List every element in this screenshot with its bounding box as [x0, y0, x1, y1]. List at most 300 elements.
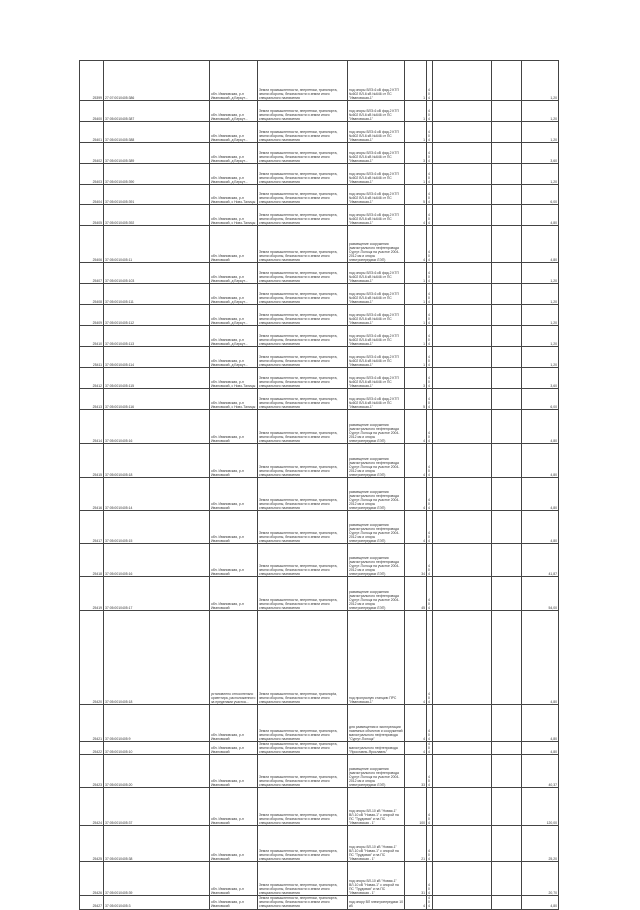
cadastral-number: 37:05:0010405:116 — [104, 389, 210, 410]
location: обл. Ивановская, р-н Ивановский — [210, 755, 258, 788]
empty-cell — [492, 511, 522, 544]
table-row — [80, 862, 559, 896]
empty-cell — [433, 788, 492, 826]
unit-code: 404 — [427, 263, 433, 284]
row-id: 25404 — [80, 185, 104, 205]
table-row — [80, 185, 559, 205]
area-value: 4 — [405, 611, 427, 705]
empty-cell — [492, 122, 522, 143]
empty-cell — [492, 61, 522, 101]
land-category: Земли промышленности, энергетики, транспорта, земли обороны, безопасности и земли иного специального назначения — [258, 61, 348, 101]
cadastral-number: 37:05:0010405:113 — [104, 326, 210, 347]
empty-cell — [433, 896, 492, 909]
unit-code: 404 — [427, 347, 433, 368]
value-amount: 6,00 — [522, 389, 559, 410]
table-row — [80, 226, 559, 263]
location: обл. Ивановская, р-н Ивановский, д Беркут... — [210, 101, 258, 122]
cadastral-number: 37:05:0010405:37 — [104, 788, 210, 826]
empty-cell — [433, 862, 492, 896]
table-row — [80, 347, 559, 368]
location: обл. Ивановская, р-н Ивановский, д Беркут... — [210, 284, 258, 305]
table-row — [80, 61, 559, 101]
location: обл. Ивановская, р-н Ивановский, д Беркут... — [210, 305, 258, 326]
empty-cell — [433, 544, 492, 577]
empty-cell — [492, 896, 522, 909]
row-id: 25414 — [80, 410, 104, 444]
area-value: 1 — [405, 326, 427, 347]
usage-description: под опоры ВЛ-10 кВ "Новая-1" ВЛ-10 кВ "Новая-1" с опорой на ПС "Трудовая" и на ПС "Ивановская - 1" — [348, 862, 405, 896]
location: обл. Ивановская, р-н Ивановский, д Беркут... — [210, 143, 258, 164]
usage-description: размещение сооружения (магистрального нефтепровода Сургут-Полоцк на участке 2004-2012 км и опоры электропередачи ЛЭП) — [348, 444, 405, 478]
location: обл. Ивановская, р-н Ивановский — [210, 705, 258, 742]
area-value: 3 — [405, 368, 427, 389]
land-category: Земли промышленности, энергетики, транспорта, земли обороны, безопасности и земли иного специального назначения — [258, 368, 348, 389]
cadastral-number: 37:05:0010405:111 — [104, 284, 210, 305]
cadastral-number: 37:05:0010405:112 — [104, 305, 210, 326]
usage-description: размещение сооружения (магистрального нефтепровода Сургут-Полоцк на участке 2004-2012 км и опоры электропередачи ЛЭП) — [348, 410, 405, 444]
value-amount: 20,70 — [522, 862, 559, 896]
usage-description: под опору ВЛ электропередачи 10 кВ — [348, 896, 405, 909]
cadastral-number: 37:05:0010405:14 — [104, 478, 210, 511]
value-amount: 1,20 — [522, 61, 559, 101]
land-category: Земли промышленности, энергетики, транспорта, земли обороны, безопасности и земли иного специального назначения — [258, 143, 348, 164]
cadastral-number: 37:05:0010405:18 — [104, 611, 210, 705]
empty-cell — [433, 444, 492, 478]
usage-description: размещение сооружения (магистрального нефтепровода Сургут-Полоцк на участке 2004-2012 км и опоры электропередачи ЛЭП) — [348, 544, 405, 577]
land-category: Земли промышленности, энергетики, транспорта, земли обороны, безопасности и земли иного специального назначения — [258, 410, 348, 444]
row-id: 25426 — [80, 862, 104, 896]
cadastral-number: 37:05:0010405:388 — [104, 122, 210, 143]
table-row — [80, 122, 559, 143]
row-id: 25406 — [80, 226, 104, 263]
value-amount: 1,20 — [522, 284, 559, 305]
unit-code: 404 — [427, 742, 433, 755]
empty-cell — [492, 755, 522, 788]
usage-description: под опоры ВЛЭ-6 кВ фид.2 КТП №602 ВЛ-6 кВ №646 от ПС "Ивановская-1" — [348, 143, 405, 164]
area-value: 1 — [405, 347, 427, 368]
row-id: 25416 — [80, 478, 104, 511]
land-category: Земли промышленности, энергетики, транспорта, земли обороны, безопасности и земли иного специального назначения — [258, 185, 348, 205]
unit-code: 404 — [427, 226, 433, 263]
usage-description: под опоры ВЛЭ-6 кВ фид.2 КТП №602 ВЛ-6 кВ №646 от ПС "Ивановская-1" — [348, 368, 405, 389]
table-row — [80, 705, 559, 742]
row-id: 25410 — [80, 326, 104, 347]
cadastral-number: 37:05:0010405:18 — [104, 444, 210, 478]
empty-cell — [492, 862, 522, 896]
location: обл. Ивановская, р-н Ивановский — [210, 788, 258, 826]
empty-cell — [492, 368, 522, 389]
location: обл. Ивановская, р-н Ивановский — [210, 862, 258, 896]
usage-description: размещение сооружения (магистрального нефтепровода Сургут-Полоцк на участке 2004-2012 км и опоры электропередачи ЛЭП) — [348, 226, 405, 263]
area-value: 4 — [405, 896, 427, 909]
location: обл. Ивановская, р-н Ивановский — [210, 544, 258, 577]
usage-description: под опоры ВЛЭ-6 кВ фид.2 КТП №602 ВЛ-6 кВ №646 от ПС "Ивановская-1" — [348, 101, 405, 122]
empty-cell — [492, 788, 522, 826]
area-value: 4 — [405, 478, 427, 511]
area-value: 4 — [405, 705, 427, 742]
table-row — [80, 511, 559, 544]
row-id: 25424 — [80, 788, 104, 826]
land-category: Земли промышленности, энергетики, транспорта, земли обороны, безопасности и земли иного специального назначения — [258, 755, 348, 788]
value-amount: 25,20 — [522, 826, 559, 862]
cadastral-number: 27:07:0010405:386 — [104, 61, 210, 101]
usage-description: размещение сооружения (магистрального нефтепровода Сургут-Полоцк на участке 2004-2012 км и опоры электропередачи ЛЭП) — [348, 577, 405, 611]
empty-cell — [433, 347, 492, 368]
cadastral-number: 37:05:0010405:114 — [104, 347, 210, 368]
empty-cell — [492, 284, 522, 305]
unit-code: 404 — [427, 826, 433, 862]
unit-code: 404 — [427, 410, 433, 444]
row-id: 25403 — [80, 164, 104, 185]
table-row — [80, 896, 559, 909]
unit-code: 404 — [427, 544, 433, 577]
empty-cell — [433, 284, 492, 305]
land-category: Земли промышленности, энергетики, транспорта, земли обороны, безопасности и земли иного специального назначения — [258, 788, 348, 826]
empty-cell — [433, 326, 492, 347]
row-id: 25412 — [80, 368, 104, 389]
table-row — [80, 389, 559, 410]
empty-cell — [433, 305, 492, 326]
value-amount: 1,20 — [522, 263, 559, 284]
location: обл. Ивановская, р-н Ивановский — [210, 511, 258, 544]
table-row — [80, 826, 559, 862]
unit-code: 404 — [427, 368, 433, 389]
empty-cell — [433, 164, 492, 185]
empty-cell — [433, 61, 492, 101]
cadastral-number: 37:05:0010405:103 — [104, 263, 210, 284]
cadastral-number: 37:05:0010405:3 — [104, 896, 210, 909]
unit-code: 404 — [427, 389, 433, 410]
usage-description: под опоры ВЛЭ-6 кВ фид.2 КТП №602 ВЛ-6 кВ №646 от ПС "Ивановская-1" — [348, 389, 405, 410]
cadastral-number: 37:05:0010405:9 — [104, 705, 210, 742]
empty-cell — [492, 478, 522, 511]
usage-description: размещение сооружения (магистрального нефтепровода Сургут-Полоцк на участке 2004-2012 км и опоры электропередачи ЛЭП) — [348, 511, 405, 544]
empty-cell — [492, 544, 522, 577]
empty-cell — [492, 143, 522, 164]
value-amount: 4,80 — [522, 742, 559, 755]
cadastral-number: 37:05:0010405:11 — [104, 226, 210, 263]
unit-code: 404 — [427, 705, 433, 742]
value-amount: 40,37 — [522, 755, 559, 788]
empty-cell — [433, 511, 492, 544]
usage-description: для размещения и эксплуатации наземных объектов и сооружений магистрального нефтепровода "Сургут-Полоцк" — [348, 705, 405, 742]
row-id: 25419 — [80, 577, 104, 611]
cadastral-number: 37:05:0010405:389 — [104, 143, 210, 164]
unit-code: 404 — [427, 284, 433, 305]
land-category: Земли промышленности, энергетики, транспорта, земли обороны, безопасности и земли иного специального назначения — [258, 444, 348, 478]
empty-cell — [492, 205, 522, 226]
row-id: 25415 — [80, 444, 104, 478]
empty-cell — [492, 611, 522, 705]
location: обл. Ивановская, р-н Ивановский — [210, 826, 258, 862]
usage-description: под опоры ВЛЭ-6 кВ фид.2 КТП №602 ВЛ-6 кВ №646 от ПС "Ивановская-1" — [348, 263, 405, 284]
land-category: Земли промышленности, энергетики, транспорта, земли обороны, безопасности и земли иного специального назначения — [258, 577, 348, 611]
table-row — [80, 205, 559, 226]
empty-cell — [492, 742, 522, 755]
land-category: Земли промышленности, энергетики, транспорта, земли обороны, безопасности и земли иного специального назначения — [258, 205, 348, 226]
unit-code: 404 — [427, 305, 433, 326]
row-id: 25411 — [80, 347, 104, 368]
location: обл. Ивановская, р-н Ивановский, с Ново-Талицы — [210, 368, 258, 389]
row-id: 25425 — [80, 826, 104, 862]
empty-cell — [492, 410, 522, 444]
value-amount: 4,80 — [522, 444, 559, 478]
area-value: 5 — [405, 389, 427, 410]
usage-description: под пропускную станцию ПРС "Ивановская-1" — [348, 611, 405, 705]
row-id: 25427 — [80, 896, 104, 909]
row-id: 25408 — [80, 284, 104, 305]
land-category: Земли промышленности, энергетики, транспорта, земли обороны, безопасности и земли иного специального назначения — [258, 263, 348, 284]
empty-cell — [492, 305, 522, 326]
unit-code: 404 — [427, 611, 433, 705]
location: обл. Ивановская, р-н Ивановский, д Беркут... — [210, 122, 258, 143]
empty-cell — [492, 826, 522, 862]
document-page — [79, 60, 558, 910]
value-amount: 120,00 — [522, 788, 559, 826]
empty-cell — [492, 226, 522, 263]
unit-code: 404 — [427, 326, 433, 347]
table-row — [80, 305, 559, 326]
row-id: 25417 — [80, 511, 104, 544]
value-amount: 1,20 — [522, 326, 559, 347]
unit-code: 404 — [427, 577, 433, 611]
value-amount: 4,80 — [522, 511, 559, 544]
land-category: Земли промышленности, энергетики, транспорта, земли обороны, безопасности и земли иного специального назначения — [258, 705, 348, 742]
location: обл. Ивановская, р-н Ивановский, д Беркут... — [210, 263, 258, 284]
location: обл. Ивановская, р-н Ивановский, д Беркут... — [210, 326, 258, 347]
value-amount: 1,20 — [522, 164, 559, 185]
area-value: 3 — [405, 143, 427, 164]
empty-cell — [492, 389, 522, 410]
land-category: Земли промышленности, энергетики, транспорта, земли обороны, безопасности и земли иного специального назначения — [258, 389, 348, 410]
area-value: 1 — [405, 284, 427, 305]
land-category: Земли промышленности, энергетики, транспорта, земли обороны, безопасности и земли иного специального назначения — [258, 544, 348, 577]
cadastral-number: 37:05:0010405:115 — [104, 368, 210, 389]
usage-description: размещение сооружения (магистрального нефтепровода Сургут-Полоцк на участке 2004-2012 км и опоры электропередачи ЛЭП) — [348, 755, 405, 788]
table-row — [80, 755, 559, 788]
cadastral-number: 37:05:0010405:10 — [104, 742, 210, 755]
unit-code: 404 — [427, 896, 433, 909]
value-amount: 3,60 — [522, 143, 559, 164]
area-value: 21 — [405, 826, 427, 862]
table-row — [80, 577, 559, 611]
table-row — [80, 444, 559, 478]
area-value: 31 — [405, 862, 427, 896]
empty-cell — [433, 263, 492, 284]
area-value: 1 — [405, 101, 427, 122]
row-id: 25405 — [80, 205, 104, 226]
empty-cell — [433, 742, 492, 755]
table-row — [80, 326, 559, 347]
value-amount: 4,80 — [522, 896, 559, 909]
location: обл. Ивановская, р-н Ивановский — [210, 577, 258, 611]
value-amount: 6,00 — [522, 185, 559, 205]
unit-code: 404 — [427, 205, 433, 226]
unit-code: 404 — [427, 444, 433, 478]
empty-cell — [433, 389, 492, 410]
area-value: 1 — [405, 164, 427, 185]
usage-description: под опоры ВЛ-10 кВ "Новая-1" ВЛ-10 кВ "Новая-1" с опорой на ПС "Трудовая" и на ПС "Ивановская - 1" — [348, 788, 405, 826]
row-id: 25400 — [80, 101, 104, 122]
usage-description: размещение сооружения (магистрального нефтепровода Сургут-Полоцк на участке 2004-2012 км и опоры электропередачи ЛЭП) — [348, 478, 405, 511]
unit-code: 404 — [427, 511, 433, 544]
cadastral-number: 37:05:0010405:15 — [104, 511, 210, 544]
unit-code: 404 — [427, 143, 433, 164]
empty-cell — [433, 478, 492, 511]
empty-cell — [492, 326, 522, 347]
row-id: 25409 — [80, 305, 104, 326]
row-id: 25418 — [80, 544, 104, 577]
area-value: 4 — [405, 444, 427, 478]
usage-description: под опоры ВЛЭ-6 кВ фид.2 КТП №602 ВЛ-6 кВ №646 от ПС "Ивановская-1" — [348, 305, 405, 326]
land-category: Земли промышленности, энергетики, транспорта, земли обороны, безопасности и земли иного специального назначения — [258, 896, 348, 909]
value-amount: 41,87 — [522, 544, 559, 577]
row-id: 25401 — [80, 122, 104, 143]
land-category: Земли промышленности, энергетики, транспорта, земли обороны, безопасности и земли иного специального назначения — [258, 226, 348, 263]
empty-cell — [433, 755, 492, 788]
row-id: 25402 — [80, 143, 104, 164]
location: установлено относительно ориентира, расположенного за пределами участка... — [210, 611, 258, 705]
area-value: 33 — [405, 755, 427, 788]
location: обл. Ивановская, р-н Ивановский — [210, 896, 258, 909]
empty-cell — [433, 410, 492, 444]
empty-cell — [433, 101, 492, 122]
location: обл. Ивановская, р-н Ивановский, с Ново-Талицы — [210, 389, 258, 410]
table-row — [80, 284, 559, 305]
empty-cell — [433, 611, 492, 705]
value-amount: 1,20 — [522, 305, 559, 326]
location: обл. Ивановская, р-н Ивановский — [210, 742, 258, 755]
value-amount: 1,20 — [522, 347, 559, 368]
land-category: Земли промышленности, энергетики, транспорта, земли обороны, безопасности и земли иного специального назначения — [258, 862, 348, 896]
usage-description: под опоры ВЛЭ-6 кВ фид.2 КТП №602 ВЛ-6 кВ №646 от ПС "Ивановская-1" — [348, 61, 405, 101]
area-value: 4 — [405, 205, 427, 226]
land-plots-table — [79, 60, 559, 910]
land-category: Земли промышленности, энергетики, транспорта, земли обороны, безопасности и земли иного специального назначения — [258, 305, 348, 326]
unit-code: 404 — [427, 185, 433, 205]
usage-description: под опоры ВЛЭ-6 кВ фид.2 КТП №602 ВЛ-6 кВ №646 от ПС "Ивановская-1" — [348, 122, 405, 143]
value-amount: 4,80 — [522, 410, 559, 444]
cadastral-number: 37:05:0010405:390 — [104, 164, 210, 185]
usage-description: под опоры ВЛЭ-6 кВ фид.2 КТП №602 ВЛ-6 кВ №646 от ПС "Ивановская-1" — [348, 347, 405, 368]
area-value: 4 — [405, 410, 427, 444]
table-row — [80, 101, 559, 122]
area-value: 1 — [405, 61, 427, 101]
land-category: Земли промышленности, энергетики, транспорта, земли обороны, безопасности и земли иного специального назначения — [258, 326, 348, 347]
area-value: 4 — [405, 511, 427, 544]
cadastral-number: 37:05:0010405:392 — [104, 205, 210, 226]
table-row — [80, 788, 559, 826]
location: обл. Ивановская, р-н Ивановский, с Ново-Талицы — [210, 185, 258, 205]
usage-description: под опоры ВЛЭ-6 кВ фид.2 КТП №602 ВЛ-6 кВ №646 от ПС "Ивановская-1" — [348, 205, 405, 226]
value-amount: 54,00 — [522, 577, 559, 611]
empty-cell — [492, 577, 522, 611]
land-category: Земли промышленности, энергетики, транспорта, земли обороны, безопасности и земли иного специального назначения — [258, 742, 348, 755]
empty-cell — [492, 185, 522, 205]
area-value: 5 — [405, 185, 427, 205]
location: обл. Ивановская, р-н Ивановский, д Беркут... — [210, 61, 258, 101]
cadastral-number: 37:05:0010405:16 — [104, 544, 210, 577]
area-value: 1 — [405, 305, 427, 326]
land-category: Земли промышленности, энергетики, транспорта, земли обороны, безопасности и земли иного специального назначения — [258, 101, 348, 122]
row-id: 25422 — [80, 742, 104, 755]
location: обл. Ивановская, р-н Ивановский — [210, 478, 258, 511]
unit-code: 404 — [427, 61, 433, 101]
usage-description: под опоры ВЛЭ-6 кВ фид.2 КТП №602 ВЛ-6 кВ №646 от ПС "Ивановская-1" — [348, 185, 405, 205]
empty-cell — [492, 347, 522, 368]
table-row — [80, 368, 559, 389]
land-category: Земли промышленности, энергетики, транспорта, земли обороны, безопасности и земли иного специального назначения — [258, 122, 348, 143]
land-category: Земли промышленности, энергетики, транспорta, земли обороны, безопасности и земли иного специального назначения — [258, 611, 348, 705]
row-id: 25421 — [80, 705, 104, 742]
land-category: Земли промышленности, энергетики, транспорта, земли обороны, безопасности и земли иного специального назначения — [258, 826, 348, 862]
area-value: 34 — [405, 544, 427, 577]
area-value: 100 — [405, 788, 427, 826]
value-amount: 3,60 — [522, 368, 559, 389]
unit-code: 404 — [427, 122, 433, 143]
value-amount: 4,80 — [522, 611, 559, 705]
empty-cell — [492, 444, 522, 478]
land-category: Земли промышленности, энергетики, транспорта, земли обороны, безопасности и земли иного специального назначения — [258, 164, 348, 185]
empty-cell — [492, 164, 522, 185]
table-row — [80, 164, 559, 185]
empty-cell — [433, 705, 492, 742]
land-category: Земли промышленности, энергетики, транспорта, земли обороны, безопасности и земли иного специального назначения — [258, 511, 348, 544]
table-row — [80, 611, 559, 705]
location: обл. Ивановская, р-н Ивановский — [210, 410, 258, 444]
cadastral-number: 37:05:0010405:38 — [104, 826, 210, 862]
land-category: Земли промышленности, энергетики, транспорта, земли обороны, безопасности и земли иного специального назначения — [258, 478, 348, 511]
unit-code: 404 — [427, 755, 433, 788]
empty-cell — [433, 577, 492, 611]
location: обл. Ивановская, р-н Ивановский, с Ново-Талицы — [210, 205, 258, 226]
usage-description: под опоры ВЛ-10 кВ "Новая-1" ВЛ-10 кВ "Новая-1" с опорой на ПС "Трудовая" и на ПС "Ивановская - 1" — [348, 826, 405, 862]
location: обл. Ивановская, р-н Ивановский, д Беркут... — [210, 164, 258, 185]
unit-code: 404 — [427, 862, 433, 896]
empty-cell — [433, 826, 492, 862]
row-id: 25420 — [80, 611, 104, 705]
empty-cell — [492, 705, 522, 742]
empty-cell — [492, 101, 522, 122]
empty-cell — [433, 226, 492, 263]
empty-cell — [433, 205, 492, 226]
table-row — [80, 478, 559, 511]
area-value: 4 — [405, 742, 427, 755]
row-id: 25423 — [80, 755, 104, 788]
area-value: 4 — [405, 226, 427, 263]
unit-code: 404 — [427, 164, 433, 185]
table-row — [80, 263, 559, 284]
cadastral-number: 37:05:0010405:39 — [104, 862, 210, 896]
table-row — [80, 742, 559, 755]
table-row — [80, 410, 559, 444]
usage-description: под опоры ВЛЭ-6 кВ фид.2 КТП №602 ВЛ-6 кВ №646 от ПС "Ивановская-1" — [348, 284, 405, 305]
cadastral-number: 37:05:0010405:20 — [104, 755, 210, 788]
value-amount: 4,80 — [522, 205, 559, 226]
location: обл. Ивановская, р-н Ивановский — [210, 226, 258, 263]
empty-cell — [433, 368, 492, 389]
unit-code: 404 — [427, 101, 433, 122]
area-value: 45 — [405, 577, 427, 611]
unit-code: 404 — [427, 788, 433, 826]
unit-code: 404 — [427, 478, 433, 511]
value-amount: 1,20 — [522, 101, 559, 122]
usage-description: под опоры ВЛЭ-6 кВ фид.2 КТП №602 ВЛ-6 кВ №646 от ПС "Ивановская-1" — [348, 326, 405, 347]
value-amount: 1,20 — [522, 122, 559, 143]
row-id: 25407 — [80, 263, 104, 284]
value-amount: 4,80 — [522, 226, 559, 263]
value-amount: 4,80 — [522, 705, 559, 742]
